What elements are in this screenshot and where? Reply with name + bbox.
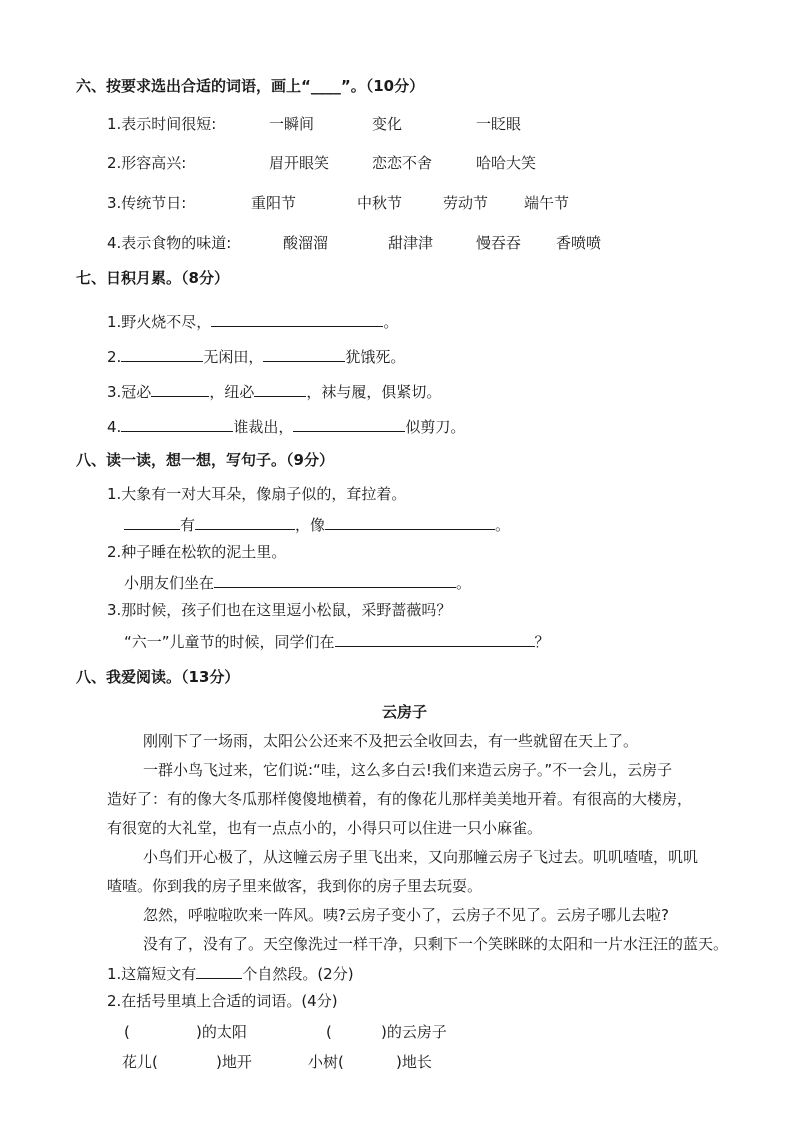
s9-q1-end: 个自然段。(2分) (242, 965, 354, 983)
passage-line-5: 小鸟们开心极了，从这幢云房子里飞出来，又向那幢云房子飞过去。叽叽喳喳，叽叽 (143, 848, 699, 866)
s6-row-1-label: 1.表示时间很短: (107, 115, 217, 133)
s7-q4-mid: 谁裁出， (233, 418, 294, 436)
fill-2-open[interactable]: ( (326, 1023, 332, 1041)
fill-4-open[interactable]: 小树( (308, 1053, 344, 1071)
section-6-title: 六、按要求选出合适的词语，画上“____”。（10分） (76, 77, 425, 95)
section-8-title: 八、读一读，想一想，写句子。（9分） (76, 451, 334, 469)
s8-q1-like: ，像 (295, 516, 326, 534)
s8-q1-have: 有 (180, 516, 196, 534)
s7-q1-end: 。 (383, 313, 399, 331)
s8-q1-text: 1.大象有一对大耳朵，像扇子似的，耷拉着。 (107, 485, 407, 503)
s9-q1-text: 1.这篇短文有 (107, 965, 197, 983)
s9-q1-blank[interactable] (196, 962, 242, 979)
fill-1-open[interactable]: ( (124, 1023, 130, 1041)
s6-row-2-word-2[interactable]: 恋恋不舍 (372, 154, 433, 172)
s7-q1-text: 1.野火烧不尽， (107, 313, 212, 331)
fill-4-close: )地长 (396, 1053, 432, 1071)
s8-q2-end: 。 (456, 574, 472, 592)
passage-line-2: 一群小鸟飞过来，它们说:“哇，这么多白云!我们来造云房子。”不一会儿，云房子 (143, 761, 673, 779)
s6-row-3-word-3[interactable]: 劳动节 (443, 194, 489, 212)
s7-q3-blank-1[interactable] (151, 380, 209, 397)
s8-q1-blank-3[interactable] (325, 513, 495, 530)
s8-q3-end: ？ (534, 633, 550, 651)
s6-row-3-word-4[interactable]: 端午节 (524, 194, 570, 212)
s7-q4-num: 4. (107, 418, 122, 436)
s8-q2-text: 2.种子睡在松软的泥土里。 (107, 543, 287, 561)
s7-q3-blank-2[interactable] (254, 380, 306, 397)
s6-row-4-label: 4.表示食物的味道: (107, 234, 232, 252)
s8-q2-prefix: 小朋友们坐在 (124, 574, 215, 592)
section-9-title: 八、我爱阅读。（13分） (76, 668, 240, 686)
s6-row-2-word-1[interactable]: 眉开眼笑 (269, 154, 330, 172)
passage-line-6: 喳喳。你到我的房子里来做客，我到你的房子里去玩耍。 (107, 877, 483, 895)
s8-q1-blank-2[interactable] (195, 513, 295, 530)
s8-q2-blank[interactable] (214, 571, 456, 588)
s6-row-3-word-1[interactable]: 重阳节 (251, 194, 297, 212)
s8-q1-end: 。 (495, 516, 511, 534)
s6-row-4-word-4[interactable]: 香喷喷 (556, 234, 602, 252)
s8-q3-text: 3.那时候，孩子们也在这里逗小松鼠，采野蔷薇吗？ (107, 601, 452, 619)
s9-q2-text: 2.在括号里填上合适的词语。(4分) (107, 992, 338, 1010)
s8-q2-answer (124, 571, 471, 593)
s7-q4-end: 似剪刀。 (405, 418, 466, 436)
fill-3-close: )地开 (216, 1053, 252, 1071)
s6-row-2-label: 2.形容高兴: (107, 154, 187, 172)
s8-q3-prefix: “六一”儿童节的时候，同学们在 (124, 633, 335, 651)
passage-line-4: 有很宽的大礼堂，也有一点点小的，小得只可以住进一只小麻雀。 (107, 819, 543, 837)
s7-q3-text: 3.冠必 (107, 383, 152, 401)
fill-3-open[interactable]: 花儿( (122, 1053, 158, 1071)
s6-row-3-label: 3.传统节日: (107, 194, 187, 212)
s7-q4-blank-1[interactable] (121, 415, 233, 432)
s7-q2-end: 犹饿死。 (345, 348, 406, 366)
s7-q2-num: 2. (107, 348, 122, 366)
s9-q1 (107, 962, 354, 984)
passage-line-1: 刚刚下了一场雨，太阳公公还来不及把云全收回去，有一些就留在天上了。 (143, 732, 639, 750)
s8-q1-blank-1[interactable] (124, 513, 180, 530)
passage-line-3: 造好了：有的像大冬瓜那样傻傻地横着，有的像花儿那样美美地开着。有很高的大楼房， (107, 790, 693, 808)
s7-q3 (107, 380, 441, 402)
fill-1-close: )的太阳 (196, 1023, 247, 1041)
s6-row-1-word-1[interactable]: 一瞬间 (269, 115, 315, 133)
s7-q1-blank[interactable] (211, 310, 383, 327)
s7-q2 (107, 345, 405, 367)
passage-line-7: 忽然，呼啦啦吹来一阵风。咦?云房子变小了，云房子不见了。云房子哪儿去啦? (143, 906, 669, 924)
s7-q2-blank-2[interactable] (263, 345, 345, 362)
s7-q3-end: ，袜与履，俱紧切。 (306, 383, 442, 401)
s7-q2-blank-1[interactable] (121, 345, 203, 362)
s6-row-1-word-3[interactable]: 一眨眼 (476, 115, 522, 133)
s8-q3-blank[interactable] (335, 630, 535, 647)
s6-row-3-word-2[interactable]: 中秋节 (357, 194, 403, 212)
s7-q4 (107, 415, 465, 437)
s6-row-4-word-3[interactable]: 慢吞吞 (476, 234, 522, 252)
s7-q4-blank-2[interactable] (293, 415, 405, 432)
s7-q1 (107, 310, 398, 332)
s8-q3-answer (124, 630, 550, 652)
s6-row-1-word-2[interactable]: 变化 (372, 115, 403, 133)
s6-row-4-word-1[interactable]: 酸溜溜 (283, 234, 329, 252)
passage-line-8: 没有了，没有了。天空像洗过一样干净，只剩下一个笑眯眯的太阳和一片水汪汪的蓝天。 (143, 935, 729, 953)
s7-q2-mid: 无闲田， (203, 348, 264, 366)
s6-row-2-word-3[interactable]: 哈哈大笑 (476, 154, 537, 172)
s7-q3-mid: ，纽必 (209, 383, 255, 401)
fill-2-close: )的云房子 (381, 1023, 447, 1041)
s8-q1-answer (124, 513, 510, 535)
s6-row-4-word-2[interactable]: 甜津津 (388, 234, 434, 252)
passage-title: 云房子 (382, 703, 428, 721)
section-7-title: 七、日积月累。（8分） (76, 269, 229, 287)
